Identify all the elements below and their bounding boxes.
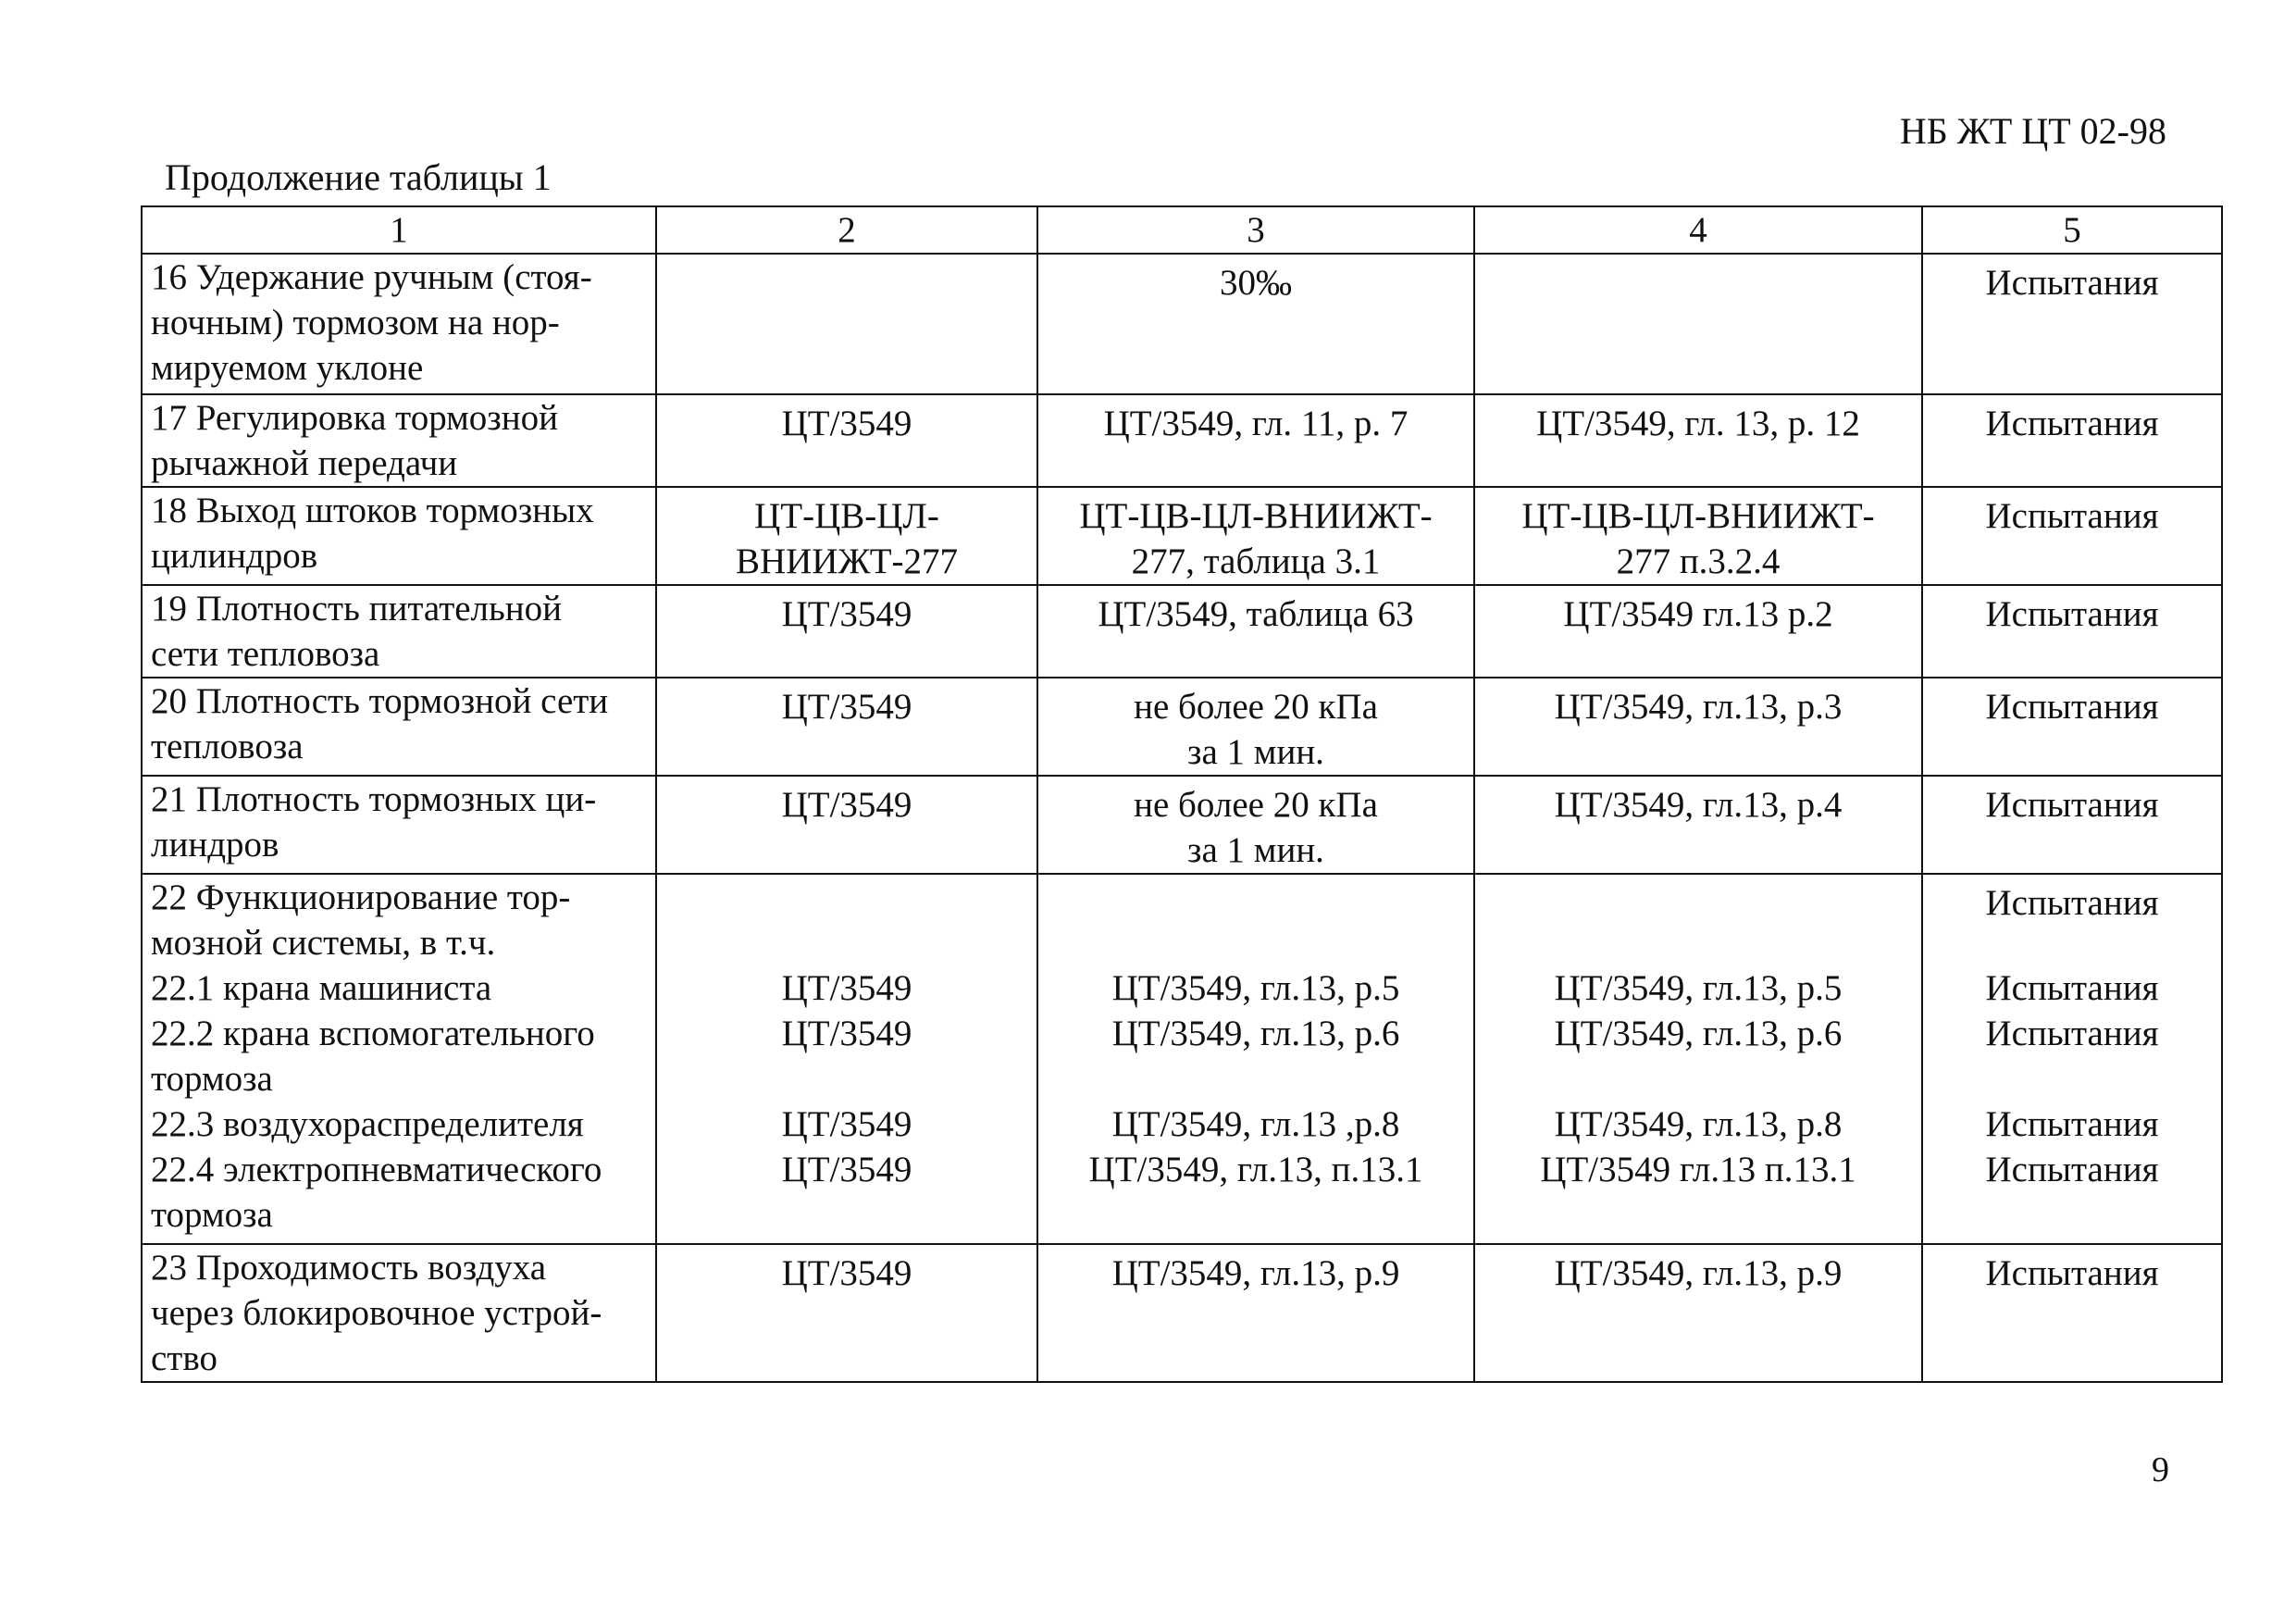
- normative-document-line: ВНИИЖТ-277: [735, 541, 959, 581]
- normative-document-line: ЦТ/3549: [781, 1014, 912, 1053]
- normative-document-line: ЦТ/3549: [781, 1104, 912, 1144]
- check-method-cell: [1474, 394, 1922, 487]
- norm-value-line: ЦТ/3549, таблица 63: [1098, 594, 1414, 634]
- table-row: [142, 678, 2222, 776]
- parameter-cell: [142, 776, 656, 874]
- norm-value-cell: [1037, 874, 1474, 1244]
- control-type-value: Испытания: [1985, 1014, 2159, 1053]
- requirements-table: [141, 205, 2223, 1383]
- normative-document-cell: [656, 776, 1037, 874]
- normative-document-line: ЦТ/3549: [781, 687, 912, 727]
- normative-document-cell: [656, 1244, 1037, 1382]
- control-type-cell: [1922, 874, 2222, 1244]
- normative-document-cell: [656, 585, 1037, 678]
- parameter-line: 21 Плотность тормозных ци-: [151, 779, 597, 819]
- parameter-line: цилиндров: [151, 536, 318, 576]
- check-method-line: ЦТ/3549, гл.13, р.4: [1554, 785, 1843, 825]
- parameter-line: ночным) тормозом на нор-: [151, 303, 560, 342]
- normative-document-cell: [656, 394, 1037, 487]
- norm-value-cell: [1037, 678, 1474, 776]
- norm-value-cell: [1037, 1244, 1474, 1382]
- norm-value-line: ЦТ-ЦВ-ЦЛ-ВНИИЖТ-: [1079, 496, 1433, 536]
- norm-value-line: за 1 мин.: [1187, 830, 1324, 870]
- table-body-row-22: [142, 874, 2222, 1382]
- check-method-line: ЦТ/3549, гл.13, р.9: [1554, 1253, 1843, 1293]
- normative-document-cell: [656, 487, 1037, 585]
- control-type-cell: [1922, 394, 2222, 487]
- check-method-cell: [1474, 585, 1922, 678]
- control-type-value: Испытания: [1985, 1150, 2159, 1189]
- check-method-cell: [1474, 678, 1922, 776]
- sub-parameter-line: 22.1 крана машиниста: [151, 968, 492, 1008]
- norm-value-line: ЦТ/3549, гл.13, р.5: [1111, 968, 1400, 1008]
- table-row: [142, 254, 2222, 394]
- parameter-cell: [142, 585, 656, 678]
- normative-document-line: ЦТ-ЦВ-ЦЛ-: [754, 496, 939, 536]
- table-row: [142, 585, 2222, 678]
- check-method-line: ЦТ/3549, гл. 13, р. 12: [1536, 404, 1860, 443]
- check-method-cell: [1474, 874, 1922, 1244]
- check-method-line: 277 п.3.2.4: [1616, 541, 1781, 581]
- parameter-line: линдров: [151, 825, 279, 865]
- control-type-cell: [1922, 585, 2222, 678]
- sub-parameter-line: тормоза: [151, 1059, 273, 1099]
- normative-document-line: ЦТ/3549: [781, 968, 912, 1008]
- parameter-line: тепловоза: [151, 727, 304, 766]
- control-type-value: Испытания: [1985, 968, 2159, 1008]
- parameter-cell: [142, 394, 656, 487]
- norm-value-cell: [1037, 254, 1474, 394]
- normative-document-line: ЦТ/3549: [781, 785, 912, 825]
- parameter-line: ство: [151, 1338, 218, 1378]
- control-type-value: Испытания: [1985, 404, 2159, 443]
- parameter-line: рычажной передачи: [151, 443, 458, 483]
- parameter-line: 19 Плотность питательной: [151, 589, 563, 629]
- sub-parameter-line: 22.2 крана вспомогательного: [151, 1014, 595, 1053]
- norm-value-cell: [1037, 585, 1474, 678]
- control-type-value: Испытания: [1985, 594, 2159, 634]
- normative-document-line: ЦТ/3549: [781, 594, 912, 634]
- column-number: 3: [1037, 206, 1474, 254]
- norm-value-cell: [1037, 487, 1474, 585]
- normative-document-line: ЦТ/3549: [781, 1150, 912, 1189]
- normative-document-cell: [656, 254, 1037, 394]
- parameter-line: 20 Плотность тормозной сети: [151, 681, 609, 721]
- parameter-line: сети тепловоза: [151, 634, 380, 674]
- parameter-cell: [142, 1244, 656, 1382]
- table-row: [142, 487, 2222, 585]
- parameter-line: 17 Регулировка тормозной: [151, 398, 558, 438]
- parameter-line: мируемом уклоне: [151, 348, 424, 388]
- check-method-cell: [1474, 487, 1922, 585]
- norm-value-line: не более 20 кПа: [1134, 687, 1378, 727]
- check-method-line: ЦТ/3549, гл.13, р.3: [1554, 687, 1843, 727]
- parameter-line: мозной системы, в т.ч.: [151, 923, 496, 963]
- parameter-line: 22 Функционирование тор-: [151, 877, 571, 917]
- table-caption: Продолжение таблицы 1: [165, 156, 552, 198]
- parameter-line: 18 Выход штоков тормозных: [151, 491, 594, 530]
- sub-parameter-line: 22.4 электропневматического: [151, 1150, 602, 1189]
- norm-value-cell: [1037, 394, 1474, 487]
- norm-value-line: за 1 мин.: [1187, 732, 1324, 772]
- sub-parameter-line: 22.3 воздухораспределителя: [151, 1104, 584, 1144]
- norm-value-line: ЦТ/3549, гл.13, п.13.1: [1088, 1150, 1423, 1189]
- parameter-line: 16 Удержание ручным (стоя-: [151, 257, 592, 297]
- control-type-cell: [1922, 776, 2222, 874]
- check-method-cell: [1474, 254, 1922, 394]
- table-row: [142, 776, 2222, 874]
- norm-value-line: ЦТ/3549, гл.13, р.6: [1111, 1014, 1400, 1053]
- norm-value-line: 30‰: [1220, 263, 1292, 303]
- check-method-cell: [1474, 776, 1922, 874]
- document-code: НБ ЖТ ЦТ 02-98: [1899, 110, 2166, 152]
- norm-value-cell: [1037, 776, 1474, 874]
- sub-parameter-line: тормоза: [151, 1195, 273, 1235]
- control-type-cell: [1922, 678, 2222, 776]
- parameter-cell: [142, 254, 656, 394]
- norm-value-line: 277, таблица 3.1: [1131, 541, 1381, 581]
- table-body: [142, 254, 2222, 874]
- column-number: 5: [1922, 206, 2222, 254]
- norm-value-line: ЦТ/3549, гл. 11, р. 7: [1103, 404, 1409, 443]
- norm-value-line: не более 20 кПа: [1134, 785, 1378, 825]
- normative-document-line: ЦТ/3549: [781, 1253, 912, 1293]
- control-type-cell: [1922, 254, 2222, 394]
- column-number: 4: [1474, 206, 1922, 254]
- control-type-value: Испытания: [1985, 263, 2159, 303]
- table-row: [142, 874, 2222, 1244]
- parameter-cell: [142, 487, 656, 585]
- parameter-cell: [142, 678, 656, 776]
- column-number: 2: [656, 206, 1037, 254]
- check-method-line: ЦТ/3549, гл.13, р.5: [1554, 968, 1843, 1008]
- check-method-line: ЦТ/3549 гл.13 п.13.1: [1540, 1150, 1856, 1189]
- column-number-row: [142, 206, 2222, 254]
- check-method-line: ЦТ/3549, гл.13, р.8: [1554, 1104, 1843, 1144]
- parameter-line: через блокировочное устрой-: [151, 1293, 602, 1333]
- parameter-line: 23 Проходимость воздуха: [151, 1248, 547, 1288]
- page-number: 9: [2152, 1450, 2169, 1489]
- check-method-cell: [1474, 1244, 1922, 1382]
- table-row: [142, 394, 2222, 487]
- norm-value-line: ЦТ/3549, гл.13 ,р.8: [1111, 1104, 1400, 1144]
- control-type-value: Испытания: [1985, 883, 2159, 923]
- control-type-value: Испытания: [1985, 687, 2159, 727]
- check-method-line: ЦТ/3549, гл.13, р.6: [1554, 1014, 1843, 1053]
- column-number: 1: [142, 206, 656, 254]
- check-method-line: ЦТ-ЦВ-ЦЛ-ВНИИЖТ-: [1521, 496, 1875, 536]
- control-type-cell: [1922, 487, 2222, 585]
- control-type-value: Испытания: [1985, 1104, 2159, 1144]
- norm-value-line: ЦТ/3549, гл.13, р.9: [1111, 1253, 1400, 1293]
- check-method-line: ЦТ/3549 гл.13 р.2: [1563, 594, 1833, 634]
- parameter-cell: [142, 874, 656, 1244]
- normative-document-cell: [656, 874, 1037, 1244]
- control-type-cell: [1922, 1244, 2222, 1382]
- control-type-value: Испытания: [1985, 496, 2159, 536]
- control-type-value: Испытания: [1985, 785, 2159, 825]
- normative-document-cell: [656, 678, 1037, 776]
- control-type-value: Испытания: [1985, 1253, 2159, 1293]
- normative-document-line: ЦТ/3549: [781, 404, 912, 443]
- table-row: [142, 1244, 2222, 1382]
